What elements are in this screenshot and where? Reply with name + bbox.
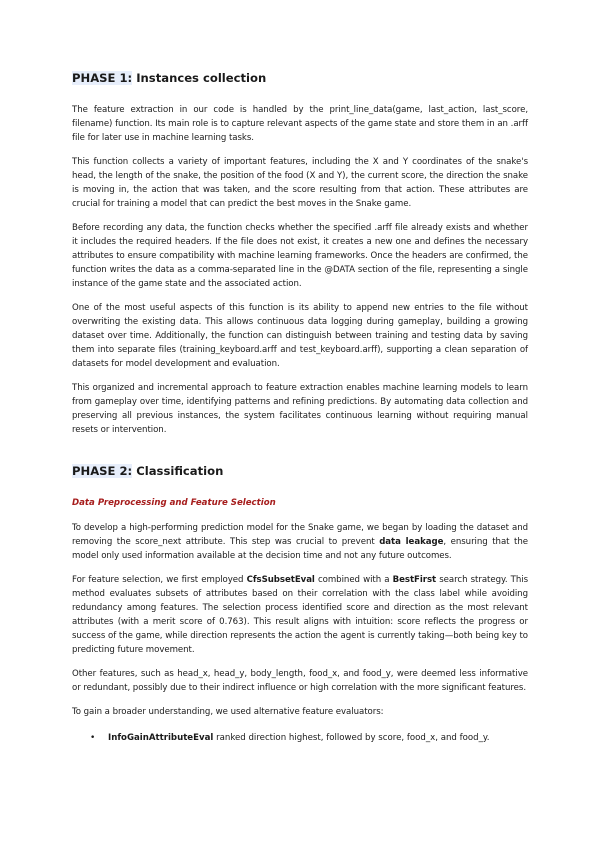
list-item xyxy=(72,731,528,745)
p2-text-e: search strategy. This method evaluates subsets of attributes based on their correlation with the class label while avoiding redundancy among features. The selection process identified score and direction as the most relevant attributes (with a merit score of 0.763). This result aligns with intuition: score reflects the progress or success of the game, while direction represents the action the agent is currently taking—both being key to predicting future movement. xyxy=(72,575,528,655)
document-page xyxy=(72,70,528,745)
phase2-paragraph-3: Other features, such as head_x, head_y, body_length, food_x, and food_y, were deemed less informative or redundant, possibly due to their indirect influence or high correlation with the more significant features. xyxy=(72,669,528,693)
phase2-paragraph-2 xyxy=(72,573,528,657)
phase1-heading xyxy=(72,70,528,86)
p2-bold-bestfirst: BestFirst xyxy=(392,575,437,585)
p2-text-a: For feature selection, we first employed xyxy=(72,575,247,585)
phase2-paragraph-4: To gain a broader understanding, we used alternative feature evaluators: xyxy=(72,707,384,717)
bullet1-text: ranked direction highest, followed by score, food_x, and food_y. xyxy=(213,733,490,743)
evaluator-list xyxy=(72,731,528,745)
phase2-paragraph-1 xyxy=(72,521,528,563)
phase2-subheading: Data Preprocessing and Feature Selection xyxy=(72,498,276,508)
p2-text-c: combined with a xyxy=(314,575,393,585)
phase1-paragraph-2: This function collects a variety of important features, including the X and Y coordinates of the snake's head, the length of the snake, the position of the food (X and Y), the current score, the direction the snake is moving in, the action that was taken, and the score resulting from that action. These attributes are crucial for training a model that can predict the best moves in the Snake game. xyxy=(72,157,528,209)
phase1-label: PHASE 1: xyxy=(72,71,133,85)
phase2-label: PHASE 2: xyxy=(72,464,133,478)
p1-text-a: To develop a high-performing prediction model for the Snake game, we began by loading the dataset and removing the score_next attribute. This step was crucial to prevent xyxy=(72,523,528,547)
p1-text-c: , ensuring that the model only used information available at the decision time and not any future outcomes. xyxy=(72,537,528,561)
bullet1-bold: InfoGainAttributeEval xyxy=(108,733,214,743)
phase1-paragraph-4: One of the most useful aspects of this function is its ability to append new entries to the file without overwriting the existing data. This allows continuous data logging during gameplay, building a growing dataset over time. Additionally, the function can distinguish between training and testing data by saving them into separate files (training_keyboard.arff and test_keyboard.arff), supporting a clean separation of datasets for model development and evaluation. xyxy=(72,303,528,369)
p1-bold-data-leakage: data leakage xyxy=(379,537,444,547)
phase1-paragraph-1: The feature extraction in our code is handled by the print_line_data(game, last_action, last_score, filename) function. Its main role is to capture relevant aspects of the game state and store them in an .arff file for later use in machine learning tasks. xyxy=(72,105,528,143)
p2-bold-cfssubseteval: CfsSubsetEval xyxy=(246,575,315,585)
phase2-heading xyxy=(72,463,528,479)
phase1-paragraph-5: This organized and incremental approach to feature extraction enables machine learning models to learn from gameplay over time, identifying patterns and refining predictions. By automating data collection and preserving all previous instances, the system facilitates continuous learning without requiring manual resets or intervention. xyxy=(72,383,528,435)
phase1-paragraph-3: Before recording any data, the function checks whether the specified .arff file already exists and whether it includes the required headers. If the file does not exist, it creates a new one and defines the necessary attributes to ensure compatibility with machine learning frameworks. Once the headers are confirmed, the function writes the data as a comma-separated line in the @DATA section of the file, representing a single instance of the game state and the associated action. xyxy=(72,223,528,289)
phase1-title: Instances collection xyxy=(136,71,267,85)
phase2-title: Classification xyxy=(136,464,224,478)
